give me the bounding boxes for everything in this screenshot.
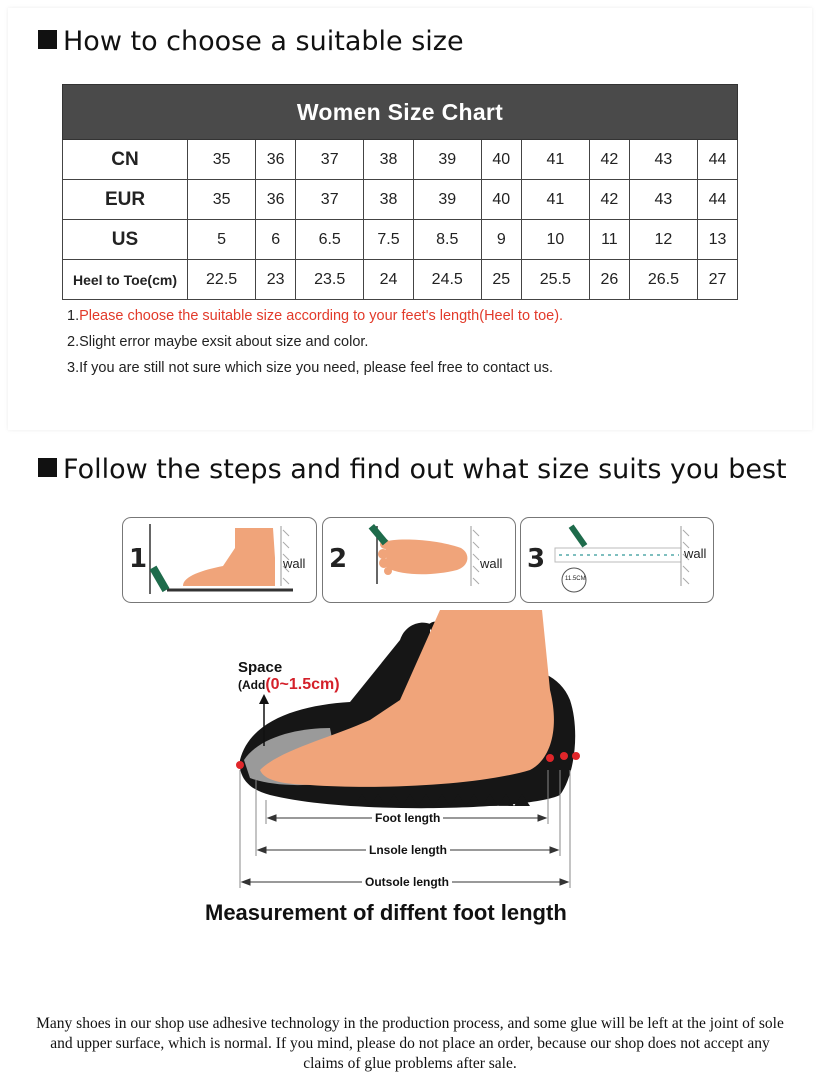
- step-3-panel: [520, 517, 714, 603]
- table-row: [63, 220, 738, 260]
- table-cell: 38: [364, 180, 413, 220]
- table-cell: 40: [481, 140, 521, 180]
- table-cell: 43: [629, 180, 697, 220]
- table-cell: 26.5: [629, 260, 697, 300]
- table-cell: 6.5: [296, 220, 364, 260]
- table-cell: 40: [481, 180, 521, 220]
- table-cell: 41: [521, 180, 589, 220]
- foot-in-shoe-illustration: [230, 610, 610, 910]
- note-3: 3.If you are still not sure which size you need, please feel free to contact us.: [67, 360, 554, 376]
- section-heading-size: How to choose a suitable size: [38, 26, 464, 57]
- table-cell: 6: [256, 220, 296, 260]
- measure-badge: 11.5CM: [565, 576, 586, 582]
- wall-label: wall: [283, 556, 306, 571]
- table-cell: 12: [629, 220, 697, 260]
- outsole-length-label: Outsole length: [362, 875, 452, 889]
- size-chart-title: Women Size Chart: [63, 85, 738, 140]
- table-row: [63, 260, 738, 300]
- size-notes: [67, 303, 563, 381]
- table-cell: 26: [589, 260, 629, 300]
- table-cell: 42: [589, 180, 629, 220]
- square-bullet-icon: [38, 30, 57, 49]
- table-cell: 23.5: [296, 260, 364, 300]
- step-1-panel: [122, 517, 317, 603]
- table-cell: 37: [296, 140, 364, 180]
- table-cell: 36: [256, 140, 296, 180]
- table-cell: 37: [296, 180, 364, 220]
- table-cell: 24.5: [413, 260, 481, 300]
- table-row: [63, 180, 738, 220]
- note-2: 2.Slight error maybe exsit about size and color.: [67, 334, 369, 350]
- note-1: 1.Please choose the suitable size according to your feet's length(Heel to toe).: [67, 308, 564, 324]
- insole-length-label: Lnsole length: [366, 843, 450, 857]
- table-cell: 11: [589, 220, 629, 260]
- wall-label: wall: [480, 556, 503, 571]
- table-cell: 39: [413, 140, 481, 180]
- table-cell: 44: [698, 180, 738, 220]
- step-number: 2: [329, 544, 348, 574]
- table-cell: 5: [188, 220, 256, 260]
- table-cell: 13: [698, 220, 738, 260]
- row-header: Heel to Toe(cm): [63, 260, 188, 300]
- table-cell: 35: [188, 140, 256, 180]
- table-cell: 25.5: [521, 260, 589, 300]
- table-cell: 22.5: [188, 260, 256, 300]
- table-cell: 24: [364, 260, 413, 300]
- glue-disclaimer: Many shoes in our shop use adhesive technology in the production process, and some glue will be left at the joint of sole and upper surface, which is normal. If you mind, please do not place an order, because our shop does not accept any claims of glue problems after sale.: [36, 1015, 784, 1072]
- size-chart-table: [62, 84, 738, 300]
- section-heading-steps: Follow the steps and find out what size suits you best: [38, 454, 787, 485]
- table-cell: 35: [188, 180, 256, 220]
- square-bullet-icon: [38, 458, 57, 477]
- foot-length-label: Foot length: [372, 811, 443, 825]
- step-number: 1: [129, 544, 148, 574]
- step-2-panel: [322, 517, 516, 603]
- table-cell: 23: [256, 260, 296, 300]
- table-cell: 8.5: [413, 220, 481, 260]
- table-cell: 38: [364, 140, 413, 180]
- row-header: CN: [63, 140, 188, 180]
- table-cell: 7.5: [364, 220, 413, 260]
- measurement-caption: Measurement of diffent foot length: [205, 900, 567, 925]
- table-cell: 42: [589, 140, 629, 180]
- table-cell: 10: [521, 220, 589, 260]
- row-header: EUR: [63, 180, 188, 220]
- table-cell: 27: [698, 260, 738, 300]
- table-cell: 9: [481, 220, 521, 260]
- step-number: 3: [527, 544, 546, 574]
- table-cell: 36: [256, 180, 296, 220]
- table-row: [63, 140, 738, 180]
- table-cell: 43: [629, 140, 697, 180]
- row-header: US: [63, 220, 188, 260]
- wall-label: wall: [684, 546, 707, 561]
- table-cell: 39: [413, 180, 481, 220]
- table-cell: 41: [521, 140, 589, 180]
- table-cell: 44: [698, 140, 738, 180]
- space-allowance-label: Space (Add(0~1.5cm): [238, 659, 340, 693]
- table-cell: 25: [481, 260, 521, 300]
